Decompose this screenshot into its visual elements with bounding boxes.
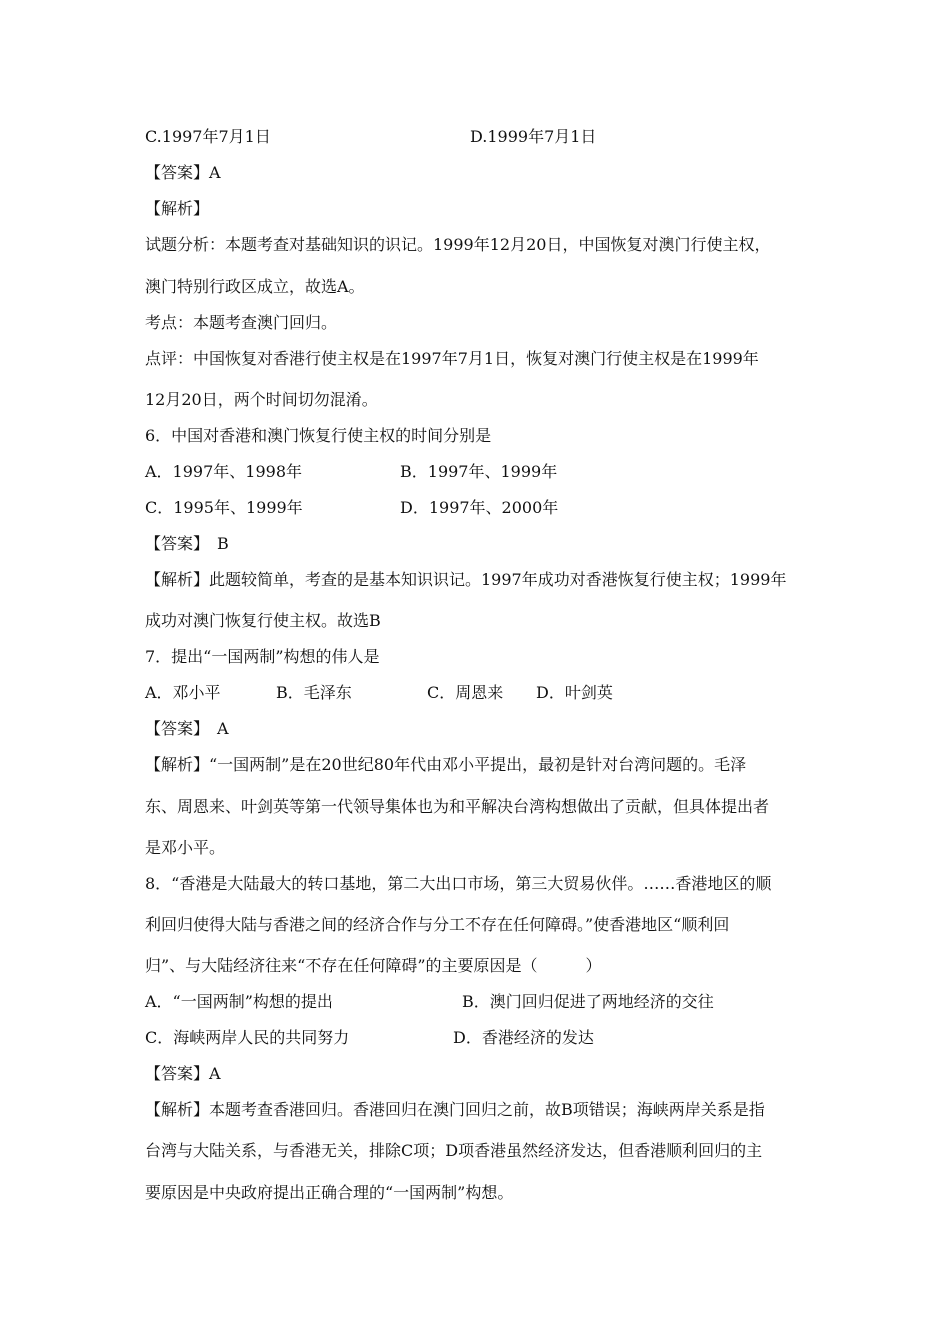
q7-answer: 【答案】 A (145, 719, 229, 738)
q8-analysis-line-2: 台湾与大陆关系，与香港无关，排除C项；D项香港虽然经济发达，但香港顺利回归的主 (145, 1141, 763, 1160)
q8-analysis-line-3: 要原因是中央政府提出正确合理的“一国两制”构想。 (145, 1183, 514, 1202)
q6-stem: 6．中国对香港和澳门恢复行使主权的时间分别是 (145, 426, 492, 445)
q8-stem-line-1: 8．“香港是大陆最大的转口基地，第二大出口市场，第三大贸易伙伴。……香港地区的顺 (145, 874, 772, 893)
q7-option-b: B．毛泽东 (276, 683, 352, 702)
q8-option-a: A．“一国两制”构想的提出 (145, 992, 333, 1011)
q6-analysis-line-1: 【解析】此题较简单，考查的是基本知识识记。1997年成功对香港恢复行使主权；1999年 (145, 570, 787, 589)
q6-option-a: A．1997年、1998年 (145, 462, 302, 481)
q5-option-c: C.1997年7月1日 (145, 127, 271, 146)
q7-analysis-line-3: 是邓小平。 (145, 838, 226, 857)
q8-option-d: D．香港经济的发达 (453, 1028, 594, 1047)
q5-answer: 【答案】A (145, 163, 221, 182)
q5-option-d: D.1999年7月1日 (470, 127, 597, 146)
q5-dianping-line-1: 点评：中国恢复对香港行使主权是在1997年7月1日，恢复对澳门行使主权是在1999年 (145, 349, 759, 368)
q7-analysis-line-2: 东、周恩来、叶剑英等第一代领导集体也为和平解决台湾构想做出了贡献，但具体提出者 (145, 797, 770, 816)
q7-option-d: D．叶剑英 (536, 683, 613, 702)
q7-stem: 7．提出“一国两制”构想的伟人是 (145, 647, 380, 666)
q7-option-c: C．周恩来 (427, 683, 504, 702)
q8-stem-line-3: 归”、与大陆经济往来“不存在任何障碍”的主要原因是（ ） (145, 956, 602, 975)
q5-dianping-line-2: 12月20日，两个时间切勿混淆。 (145, 390, 378, 409)
q7-analysis-line-1: 【解析】“一国两制”是在20世纪80年代由邓小平提出，最初是针对台湾问题的。毛泽 (145, 755, 747, 774)
q6-option-c: C．1995年、1999年 (145, 498, 303, 517)
q5-kaodian: 考点：本题考查澳门回归。 (145, 313, 338, 332)
q8-analysis-line-1: 【解析】本题考查香港回归。香港回归在澳门回归之前，故B项错误；海峡两岸关系是指 (145, 1100, 765, 1119)
q8-option-c: C．海峡两岸人民的共同努力 (145, 1028, 350, 1047)
q5-analysis-line-1: 试题分析：本题考查对基础知识的识记。1999年12月20日，中国恢复对澳门行使主权， (145, 235, 771, 254)
q6-answer: 【答案】 B (145, 534, 229, 553)
q8-answer: 【答案】A (145, 1064, 221, 1083)
q8-option-b: B．澳门回归促进了两地经济的交往 (462, 992, 714, 1011)
q5-analysis-label: 【解析】 (145, 199, 210, 218)
q7-option-a: A．邓小平 (145, 683, 221, 702)
q5-analysis-line-2: 澳门特别行政区成立，故选A。 (145, 277, 365, 296)
q6-option-b: B．1997年、1999年 (400, 462, 558, 481)
q8-stem-line-2: 利回归使得大陆与香港之间的经济合作与分工不存在任何障碍。”使香港地区“顺利回 (145, 915, 730, 934)
q6-option-d: D．1997年、2000年 (400, 498, 559, 517)
q6-analysis-line-2: 成功对澳门恢复行使主权。故选B (145, 611, 381, 630)
